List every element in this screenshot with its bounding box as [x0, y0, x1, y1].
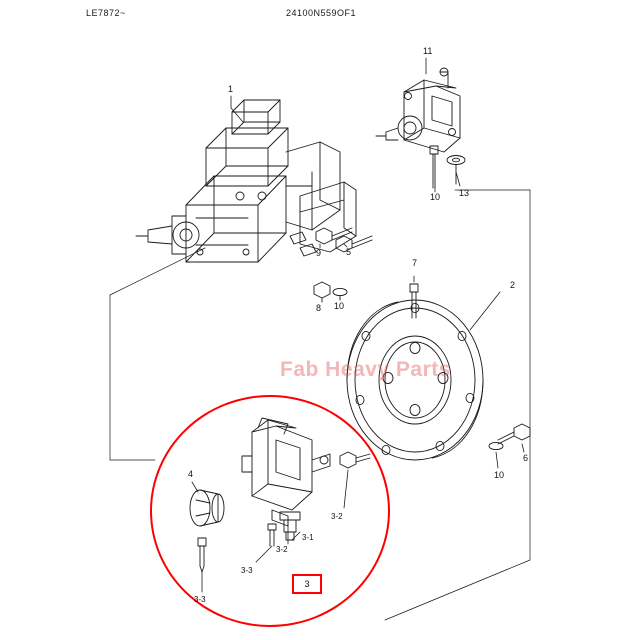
callout-number: 2: [510, 280, 516, 290]
callout-number: 10: [430, 192, 441, 202]
callout-number: 3-3: [194, 595, 206, 604]
callout-number: 8: [316, 303, 322, 313]
callout-number: 6: [523, 453, 529, 463]
callout-number: 3-3: [241, 566, 253, 575]
drawing-code-center: 24100N559OF1: [286, 8, 357, 18]
callout-number: 5: [346, 247, 352, 257]
callout-number: 7: [412, 258, 418, 268]
callout-number: 9: [316, 248, 322, 258]
highlight-box-label: 3: [304, 579, 310, 589]
callout-number: 10: [334, 301, 345, 311]
callout-number: 11: [423, 46, 433, 56]
callout-number: 3-1: [302, 533, 314, 542]
callout-number: 4: [188, 469, 194, 479]
callout-number: 13: [459, 188, 470, 198]
watermark-text: Fab Heavy Parts: [280, 358, 451, 381]
callout-number: 1: [228, 84, 234, 94]
callout-number: 10: [494, 470, 505, 480]
drawing-code-left: LE7872~: [86, 8, 126, 18]
callout-number: 3-2: [276, 545, 288, 554]
callout-number: 3-2: [331, 512, 343, 521]
